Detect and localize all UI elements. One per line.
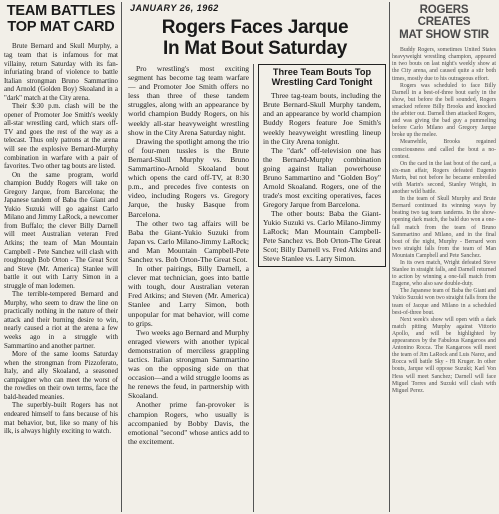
right-paragraph: In its own match, Wright defeated Steve Stanlee in straight falls, and Darnell returned to action by winning a one-fall match from Eugene, who also saw double-duty.: [392, 260, 496, 288]
column-rule-left: [121, 2, 122, 512]
tonight-box-headline-line-1: Three Team Bouts Top: [272, 67, 372, 77]
middle-paragraph: Another prime fan-provoker is champion Rogers, who usually is accompanied by Bobby Davis, the emotional "second" whose antics add to the excitement.: [128, 400, 249, 446]
tonight-box-paragraph: The "dark" off-television one has the Bernard-Murphy combination going against Italian powerhouse Bruno Sammartino and "Golden Boy" Arnold Skoaland. Rogers, one of the trade's most exciting operatives, faces Gregory Jarque from Barcelona.: [263, 145, 381, 209]
right-article-body: [392, 47, 496, 395]
left-headline-line-2: TOP MAT CARD: [7, 19, 115, 36]
middle-paragraph: Two weeks ago Bernard and Murphy enraged viewers with another typical demonstration of merciless grappling tactics. Italian strongman Sammartino was on the opposing side on that occasion—and a wild struggle looms as he renews the feud, in partnership with Skoaland.: [128, 327, 249, 401]
tonight-box-headline: [263, 68, 381, 87]
right-paragraph: Rogers was scheduled to face Billy Darnell in a best-of-three bout early in the show, but before the bell sounded, Rogers smacked referee Billy Brooks and knocked the arbiter out. Darnell then attacked Rogers, and was giving the bad guy a pummeling before Carlo Milano and Gregory Jarque broke up the melee.: [392, 82, 496, 139]
right-paragraph: In the team of Skull Murphy and Brute Bernard continued its winning ways by beating two tag team tandems. In the show-opening dark match, the bald duo won a one-fall match from the team of Bruno Sammartino and Milano, and in the final bout of the night, Murphy - Bernard won two straight falls from the team of Man Mountain Campbell and Pete Sanchez.: [392, 196, 496, 259]
middle-headline-line-2: In Mat Bout Saturday: [162, 37, 347, 59]
tonight-box-body: [263, 91, 381, 263]
left-column: [4, 0, 118, 514]
right-paragraph: Buddy Rogers, sometimes United States heavyweight wrestling champion, appeared in two bouts on last night's weekly show at the City arena, and caused quite a stir both times, mostly due to his outrageous effort.: [392, 47, 496, 82]
middle-headline: [124, 18, 386, 59]
right-paragraph: On the card in the last bout of the card, a six-man affair, Rogers defeated Eugenio Marin, but not before he became embroiled with Marin's second, Stanley Wright, in another wild battle.: [392, 160, 496, 196]
column-rule-middle: [253, 64, 254, 512]
right-headline-line-2: MAT SHOW STIR: [399, 29, 489, 42]
left-paragraph: The terrible-tempered Bernard and Murphy, who seem to draw the line on practically nothing in the nature of their attack and their burning desire to win, nearly caused a riot at the arena a few weeks ago in a struggle with Sammartino and another partner.: [4, 290, 118, 350]
tonight-box: [258, 64, 386, 267]
middle-paragraph: Pro wrestling's most exciting segment has become tag team warfare — and Promoter Joe Smith offers no less than three of these tandem struggles, along with an appearance by world champion Buddy Rogers, on his weekly all-star heavyweight wrestling show in the City Arena Saturday night.: [128, 64, 249, 137]
left-headline: [4, 4, 118, 35]
right-headline: [392, 4, 496, 41]
middle-paragraph: In other pairings, Billy Darnell, a clever mat technician, goes into battle with tough, dour Australian veteran Fred Atkins; and Steven (Mr. America) Stanlee and Larry Simon, both unpopular for mat behavior, will come to grips.: [128, 264, 249, 328]
right-headline-line-1: ROGERS CREATES: [417, 4, 471, 29]
left-paragraph: Their $:30 p.m. clash will be the opener of Promoter Joe Smith's weekly all-star wrestling card, which stars off-TV and goes the rest of the way as a telecast. Thus only patrons at the arena will see the explosive Bernard-Murphy combination in warfare with a pair of favorites. Two other tag bouts are listed.: [4, 102, 118, 171]
tonight-box-headline-line-2: Wrestling Card Tonight: [271, 76, 373, 87]
tonight-box-paragraph: The other bouts: Baba the Giant-Yukio Suzuki vs. Carlo Milano-Jimmy LaRock; Man Mountain Campbell-Pete Sanchez vs. Bob Orton-The Great Scot; Billy Darnell vs. Fred Atkins and Steve Stanlee vs. Larry Simon.: [263, 208, 381, 264]
column-rule-right: [389, 2, 390, 512]
tonight-box-paragraph: Three tag-team bouts, including the Brute Bernard-Skull Murphy tandem, and an appearance by world champion Buddy Rogers feature Joe Smith's weekly heavyweight wrestling lineup in the City Arena tonight.: [263, 91, 381, 146]
dateline: JANUARY 26, 1962: [130, 3, 219, 13]
middle-headline-line-1: Rogers Faces Jarque: [161, 17, 349, 38]
right-paragraph: Next week's show will open with a dark match pitting Murphy against Vittorio Apollo, and will be highlighted by appearances by the Fabulous Kangaroos and Antonino Rocca. The Kangaroos will meet the team of Jim LaRock and Luis Narez, and Rocca will battle Sky - Hi Kruger. In other bouts, Jarque will oppose Suzuki; Karl Von Hess will meet Sanchez; Darnell will face Miguel Torres and Suzuki will clash with Miguel Perez.: [392, 316, 496, 394]
right-paragraph: The Japanese team of Baba the Giant and Yukio Suzuki won two straight falls from the team of Jacque and Milano in a scheduled best-of-three bout.: [392, 288, 496, 316]
middle-article-body: [128, 64, 249, 446]
right-paragraph: Meanwhile, Brooks regained consciousness and called the bout a no-contest.: [392, 139, 496, 160]
left-paragraph: Brute Bernard and Skull Murphy, a tag team that is infamous for mat villainy, return Saturday with its fan-infuriating brand of violence to battle Italian strongman Bruno Sammartino and Arnold (Golden Boy) Skoaland in a "dark" match at the City arena.: [4, 42, 118, 102]
left-article-body: [4, 42, 118, 435]
right-column: [392, 0, 496, 514]
middle-paragraph: The other two tag affairs will be Baba the Giant-Yukio Suzuki from Japan vs. Carlo Milano-Jimmy LaRock; and Man Mountain Campbell-Pete Sanchez vs. Bob Orton-The Great Scot.: [128, 218, 249, 264]
left-paragraph: On the same program, world champion Buddy Rogers will take on Gregory Jarque, from Barcelona; the Japanese tandem of Baba the Giant and Yukio Suzuki will go against Carlo Milano and Jimmy LaRock, a newcomer from Buffalo; the clever Billy Darnell will meet Australian veteran Fred Atkins; the team of Man Mountain Campbell - Pete Sanchez will clash with roughtough Bob Orton - The Great Scot and Steve (Mr. America) Stanlee will battle it out with Larry Simon in a struggle of man lodemen.: [4, 170, 118, 290]
middle-column: [124, 0, 386, 514]
middle-paragraph: Drawing the spotlight among the trio of four-men tussles is the Brute Bernard-Skull Murphy vs. Bruno Sammartino-Arnold Skoaland bout which opens the card off-TV, at 8:30 p.m., and precedes five contests on video, including Rogers vs. Gregory Jarque, the husky Basque from Barcelona.: [128, 136, 249, 219]
left-paragraph: The superbly-built Rogers has not endeared himself to fans because of his mat behavior, but, like so many of his ilk, is always highly exciting to watch.: [4, 401, 118, 436]
left-paragraph: More of the same looms Saturday when the strongman from Pizzoferato, Italy, and ally Skoaland, a seasoned campaigner who can meet the worst of the rowdies on their own terms, face the bald-headed meanies.: [4, 350, 118, 401]
left-headline-line-1: TEAM BATTLES: [6, 3, 116, 19]
